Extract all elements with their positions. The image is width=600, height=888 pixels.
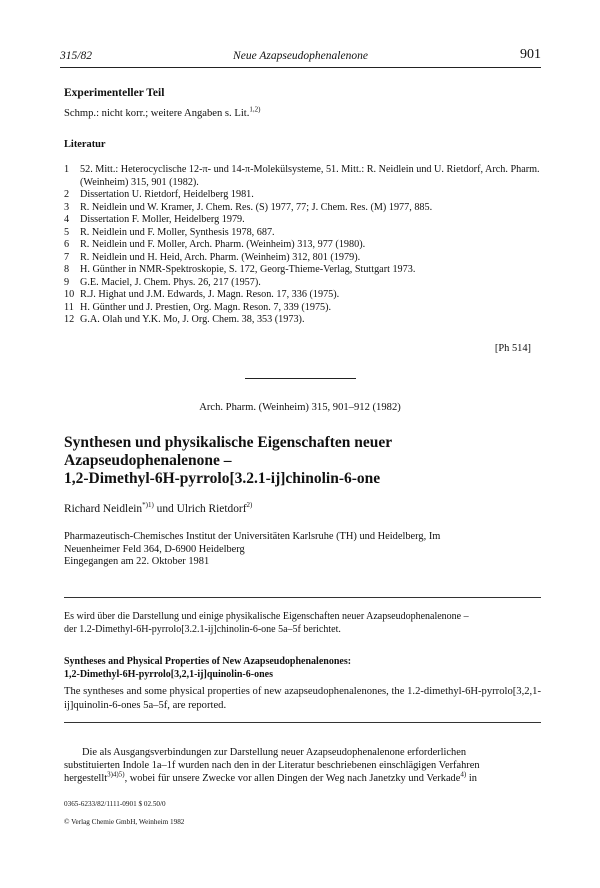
reference-number: 7	[64, 251, 70, 263]
abstract-bottom-rule	[64, 722, 541, 723]
title-line: Azapseudophenalenone –	[64, 452, 232, 469]
abstract-line: Es wird über die Darstellung und einige physikalische Eigenschaften neuer Azapseudophenalenone –	[64, 611, 469, 622]
reference-number: 4	[64, 214, 70, 225]
reference-text: R.J. Highat und J.M. Edwards, J. Magn. Reson. 17, 336 (1975).	[80, 289, 340, 300]
body-text	[64, 746, 541, 785]
body-sup: 4)	[460, 770, 467, 779]
english-title-line: Syntheses and Physical Properties of New Azapseudophenalenones:	[64, 656, 352, 667]
reference-number: 3	[64, 201, 70, 213]
manuscript-tag: [Ph 514]	[494, 343, 531, 354]
reference-text: G.A. Olah und Y.K. Mo, J. Org. Chem. 38, 353 (1973).	[80, 314, 305, 325]
reference-text: R. Neidlein und H. Heid, Arch. Pharm. (Weinheim) 312, 801 (1979).	[80, 251, 361, 263]
body-fragment: in	[466, 773, 477, 784]
affiliation	[64, 531, 541, 569]
reference-item	[64, 277, 541, 290]
running-header	[60, 47, 541, 67]
reference-text: H. Günther in NMR-Spektroskopie, S. 172, Georg-Thieme-Verlag, Stuttgart 1973.	[80, 264, 416, 275]
reference-item	[64, 227, 541, 240]
author-sup: *)1)	[142, 501, 154, 510]
reference-number: 8	[64, 264, 70, 275]
reference-item	[64, 264, 541, 277]
reference-text: G.E. Maciel, J. Chem. Phys. 26, 217 (1957).	[80, 276, 261, 288]
reference-text: Dissertation F. Moller, Heidelberg 1979.	[80, 214, 245, 225]
affiliation-line: Pharmazeutisch-Chemisches Institut der Universitäten Karlsruhe (TH) und Heidelberg, Im	[64, 531, 441, 542]
reference-text: 52. Mitt.: Heterocyclische 12-π- und 14-π-Molekülsysteme, 51. Mitt.: R. Neidlein und U. Rietdorf, Arch. Pharm. (Weinheim) 315, 901 (1982).	[80, 164, 540, 188]
author-name: Richard Neidlein	[64, 503, 143, 515]
article-title	[64, 434, 541, 488]
reference-number: 11	[64, 301, 74, 313]
received-date: Eingegangen am 22. Oktober 1981	[64, 556, 210, 567]
reference-text: R. Neidlein und F. Moller, Synthesis 1978, 687.	[80, 226, 275, 238]
page-number: 901	[520, 47, 541, 62]
running-title: Neue Azapseudophenalenone	[233, 50, 368, 62]
reference-number: 2	[64, 189, 70, 200]
reference-item	[64, 289, 541, 302]
reference-number: 6	[64, 239, 70, 250]
reference-item	[64, 202, 541, 215]
reference-item	[64, 239, 541, 252]
reference-item	[64, 252, 541, 265]
author-line	[64, 503, 252, 515]
reference-text: Dissertation U. Rietdorf, Heidelberg 1981.	[80, 189, 254, 200]
header-rule	[60, 67, 541, 68]
reference-number: 9	[64, 276, 70, 288]
author-name: und Ulrich Rietdorf	[153, 503, 247, 515]
literature-heading: Literatur	[64, 139, 106, 150]
reference-item	[64, 314, 541, 327]
reference-item	[64, 214, 541, 227]
reference-number: 10	[64, 289, 75, 300]
body-line: Die als Ausgangsverbindungen zur Darstellung neuer Azapseudophenalenone erforderlichen	[82, 747, 467, 758]
reference-item	[64, 164, 541, 189]
abstract-german	[64, 610, 541, 636]
reference-number: 12	[64, 314, 75, 325]
reference-number: 5	[64, 226, 70, 238]
english-title	[64, 655, 541, 681]
abstract-line: der 1.2-Dimethyl-6H-pyrrolo[3.2.1-ij]chinolin-6-one 5a–5f berichtet.	[64, 624, 341, 635]
journal-volume: 315/82	[60, 50, 92, 62]
reference-list	[64, 164, 541, 327]
reference-text: R. Neidlein und W. Kramer, J. Chem. Res. (S) 1977, 77; J. Chem. Res. (M) 1977, 885.	[80, 201, 433, 213]
reference-number: 1	[64, 164, 70, 175]
body-fragment: hergestellt	[64, 773, 108, 784]
reference-text: H. Günther und J. Prestien, Org. Magn. Reson. 7, 339 (1975).	[80, 301, 332, 313]
body-fragment: , wobei für unsere Zwecke vor allen Dingen der Weg nach Janetzky und Verkade	[124, 773, 461, 784]
article-citation: Arch. Pharm. (Weinheim) 315, 901–912 (1982)	[199, 402, 401, 413]
body-line: substituierten Indole 1a–1f wurden nach den in der Literatur beschriebenen einschlägigen Verfahren	[64, 760, 480, 771]
abstract-english: The syntheses and some physical properties of new azapseudophenalenones, the 1.2-dimethyl-6H-pyrrolo[3,2,1-ij]quinolin-6-ones 5a–5f, are reported.	[64, 686, 541, 711]
issn-code: 0365-6233/82/1111-0901 $ 02.50/0	[64, 800, 166, 808]
reference-item	[64, 302, 541, 315]
author-sup: 2)	[246, 501, 253, 510]
reference-item	[64, 189, 541, 202]
body-sup: 3)4)5)	[107, 770, 125, 779]
experimental-sup: 1,2)	[249, 105, 261, 114]
title-line: 1,2-Dimethyl-6H-pyrrolo[3.2.1-ij]chinolin-6-one	[64, 470, 381, 487]
experimental-heading: Experimenteller Teil	[64, 87, 165, 99]
english-title-line: 1,2-Dimethyl-6H-pyrrolo[3,2,1-ij]quinolin-6-ones	[64, 669, 273, 680]
experimental-text	[64, 105, 261, 119]
reference-text: R. Neidlein und F. Moller, Arch. Pharm. (Weinheim) 313, 977 (1980).	[80, 239, 366, 250]
body-line	[64, 772, 541, 785]
section-separator	[245, 378, 356, 379]
abstract-top-rule	[64, 597, 541, 598]
affiliation-line: Neuenheimer Feld 364, D-6900 Heidelberg	[64, 543, 245, 555]
title-line: Synthesen und physikalische Eigenschaften neuer	[64, 434, 393, 451]
experimental-text-body: Schmp.: nicht korr.; weitere Angaben s. Lit.	[64, 108, 250, 119]
copyright: © Verlag Chemie GmbH, Weinheim 1982	[64, 818, 185, 826]
